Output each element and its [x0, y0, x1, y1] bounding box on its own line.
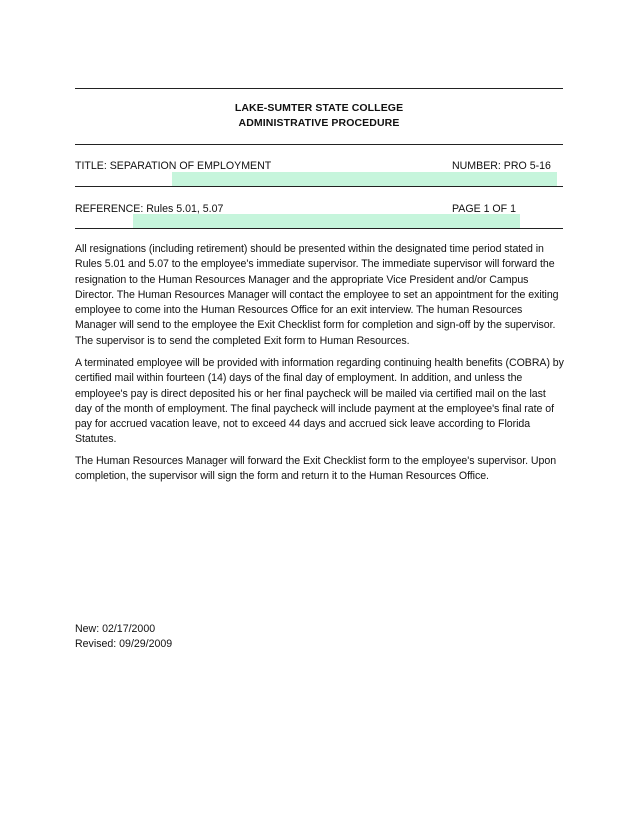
paragraph-text: The Human Resources Manager will forward the Exit Checklist form to the employee's supervisor. Upon completion, the supervisor will sign the form and return it to the Human Resources Office. [75, 455, 557, 483]
paragraph-text: All resignations (including retirement) should be presented within the designated time period stated in Rules 5.01 and 5.07 to the employee's immediate supervisor. The immediate supervisor will forward the resignation to the Human Resources Manager and the appropriate Vice President and/or Campus Director. The Human Resources Manager will contact the employee to set an appointment for the exiting employee to come into the Human Resources Office for an exit interview. The human Resources Manager will send to the employee the Exit Checklist form for completion and sign-off by the supervisor. The supervisor is to send the completed Exit form to Human Resources. [75, 243, 559, 347]
header-bottom-rule [75, 144, 563, 145]
body-paragraph-1 [75, 242, 565, 349]
reference-row [75, 201, 563, 217]
body-paragraph-3 [75, 454, 565, 485]
document-header [75, 101, 563, 131]
revision-footer [75, 622, 172, 653]
procedure-title: TITLE: SEPARATION OF EMPLOYMENT [75, 160, 272, 172]
new-date: New: 02/17/2000 [75, 623, 156, 635]
body-paragraph-2 [75, 356, 565, 448]
institution-name: LAKE-SUMTER STATE COLLEGE [234, 102, 404, 114]
procedure-reference: REFERENCE: Rules 5.01, 5.07 [75, 203, 224, 215]
title-row [75, 158, 563, 174]
revised-date: Revised: 09/29/2009 [75, 638, 173, 651]
document-type: ADMINISTRATIVE PROCEDURE [238, 117, 400, 129]
procedure-number: NUMBER: PRO 5-16 [452, 160, 551, 172]
title-bottom-rule [75, 186, 563, 187]
top-rule [75, 88, 563, 89]
title-field-highlight[interactable] [172, 172, 557, 186]
reference-bottom-rule [75, 228, 563, 229]
page-indicator: PAGE 1 OF 1 [452, 203, 516, 215]
paragraph-text: A terminated employee will be provided with information regarding continuing health benefits (COBRA) by certified mail within fourteen (14) days of the final day of employment. In addition, and unless the employee's pay is direct deposited his or her final paycheck will be mailed via certified mail on the last day of the month of employment. The final paycheck will include payment at the employee's final rate of pay for accrued vacation leave, not to exceed 44 days and accrued sick leave according to Florida Statutes. [75, 357, 564, 446]
